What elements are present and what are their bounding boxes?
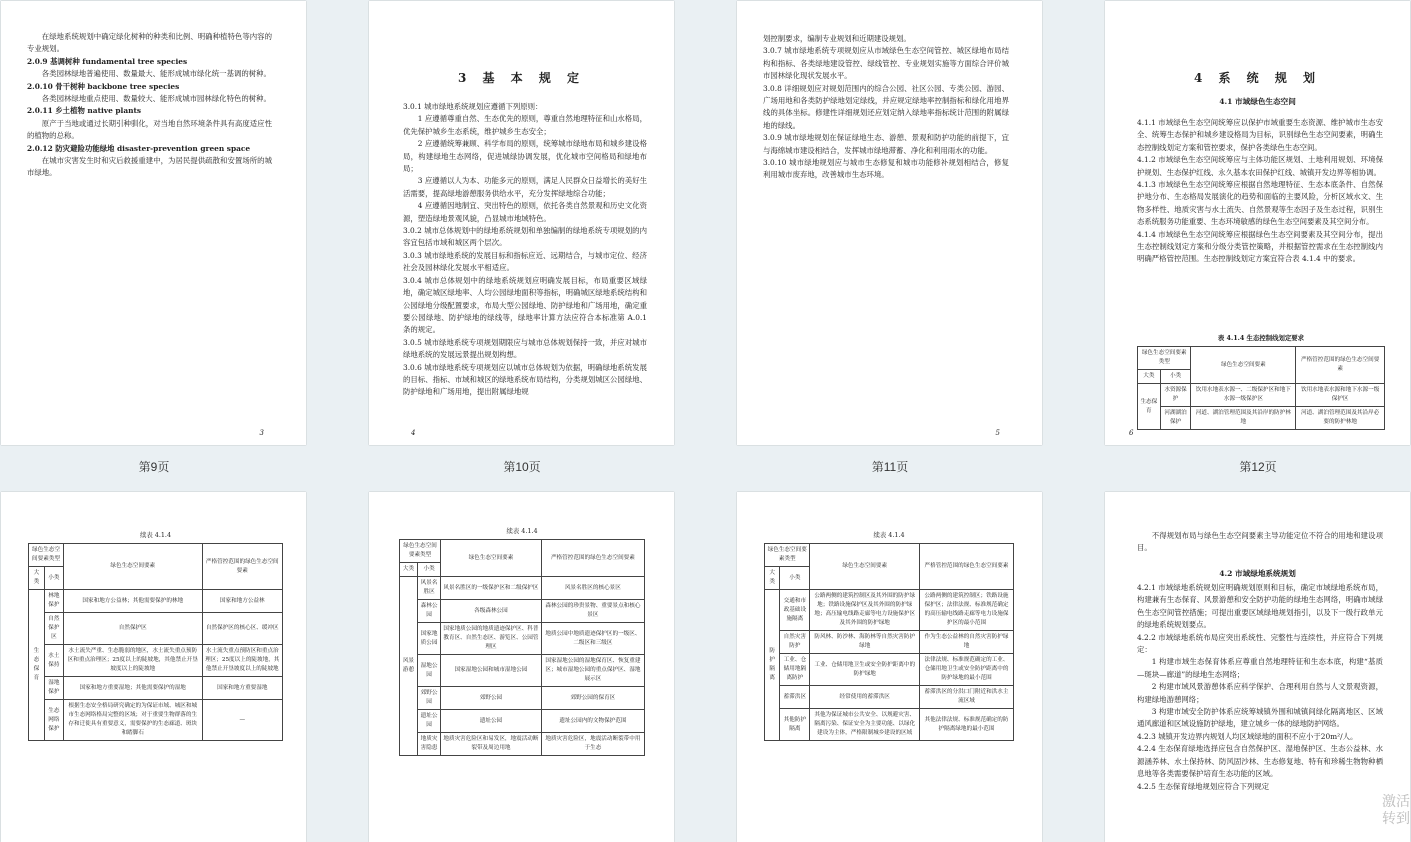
paragraph: 在城市灾害发生时和灾后救援重建中，为居民提供疏散和安置场所的城市绿地。 [27,156,272,178]
table-row [29,613,283,645]
cell: 遗址公园 [418,710,441,733]
table-row [400,687,645,710]
header-type: 绿色生态空间要素类型 [1138,347,1191,370]
cell: 地质灾害危险区，地震活动断裂带中用于生态 [541,733,644,756]
table-row [765,686,1014,709]
header-strict: 严格管控范围的绿色生态空间要素 [1296,347,1385,384]
cell: 风景名胜区 [418,577,441,600]
cell: 工业、仓储用地卫生或安全防护距离中的防护绿地 [810,654,920,686]
paragraph: 4.2.3 城镇开发边界内规划人均区域绿地的面积不应小于20m²/人。 [1137,731,1358,741]
table-row [400,600,645,623]
cell: 水资源保护 [1160,384,1191,407]
cell: 河湖湖泊保护 [1160,407,1191,430]
cell: 河道、湖泊管理范围及其沿岸的防护林地 [1191,407,1296,430]
chapter-title: 4 系 统 规 划 [1193,71,1322,85]
header-strict: 严格管控范围的绿色生态空间要素 [202,544,282,590]
header-type: 绿色生态空间要素类型 [765,544,810,567]
paragraph: 4.2.5 生态保育绿地规划应符合下列规定 [1137,781,1270,791]
paragraph: 3.0.8 详细规划应对规划范围内的综合公园、社区公园、专类公园、游园、广场用地和各类防护绿地划定绿线，并应规定绿地率控制指标和绿化用地界线的具体坐标。修建性详细规划还应划定纳入绿地率指标统计范围的附属绿地的绿线。 [763,83,1009,130]
header-strict: 严格管控范围的绿色生态空间要素 [919,544,1013,590]
page-label-9[interactable]: 第9页 [138,460,170,474]
big-category: 生态保育 [29,590,45,741]
header-big: 大类 [765,567,780,590]
activation-watermark: 激活 转到 [1382,794,1410,827]
continued-table-grid [28,543,283,741]
header-small: 小类 [418,563,441,577]
cell: 水土保持 [44,645,63,677]
cell: 经常使用的蓄滞洪区 [810,686,920,709]
cell: 自然灾害防护 [780,631,810,654]
cell: 交通和市政基础设施隔离 [780,590,810,631]
cell: 法律法规、标准规范确定的工业、仓储用地卫生或安全防护距离中的防护绿地的最小范围 [919,654,1013,686]
table-row [400,710,645,733]
header-strict: 严格管控范围的绿色生态空间要素 [541,540,644,577]
cell: 国家和地方公益林 [202,590,282,613]
cell: 林地保护 [44,590,63,613]
paragraph: 3.0.6 城市绿地系统专项规划应以城市总体规划为依据，明确绿地系统发展的目标、指标、市域和城区的绿地系统布局结构，分类规划城区公园绿地、防护绿地和广场用地，提出附属绿地规 [403,362,647,397]
chapter-title: 3 基 本 规 定 [457,71,586,85]
header-element: 绿色生态空间要素 [441,540,542,577]
paragraph: 4.1.2 市域绿色生态空间统筹应与主体功能区规划、土地利用规划、环境保护规划、生态保护红线、永久基本农田保护红线、城镇开发边界等相协调。 [1137,155,1383,177]
cell: 河道、湖泊管理范围及其沿岸必要的防护林地 [1296,407,1385,430]
table-row [29,590,283,613]
page-thumbnail-16[interactable] [1105,492,1410,842]
paragraph: 3.0.9 城市绿地规划在保证绿地生态、游憩、景观和防护功能的前提下，宜与海绵城市建设相结合，发挥城市绿地滞蓄、净化和利用雨水的功能。 [763,133,1009,155]
cell: 郊野公园 [441,687,542,710]
paragraph: 3.0.3 城市绿地系统的发展目标和指标应近、远期结合，与城市定位、经济社会及园林绿化发展水平相适应。 [403,250,647,273]
paragraph: 4.2.4 生态保育绿地选择应包含自然保护区、湿地保护区、生态公益林、水源涵养林、水土保持林、防风固沙林、生态修复地、特有和珍稀生物物种栖息地等各类需要保护培育生态功能的区域。 [1137,744,1383,779]
page-number: 6 [1129,429,1134,437]
cell: 地质灾害隐患 [418,733,441,756]
page-number: 3 [259,429,264,437]
cell: 国家湿地公园和城市湿地公园 [441,655,542,687]
table-row [1138,407,1385,430]
page-12-text [1137,117,1383,266]
paragraph: 3.0.2 城市总体规划中的绿地系统规划和单独编制的绿地系统专项规划的内容宜包括市域和城区两个层次。 [403,226,647,248]
paragraph: 2.0.12 防灾避险功能绿地 disaster-prevention green space [27,143,251,153]
cell: 自然保护区 [44,613,63,645]
cell: 饮用水地表水源和地下水源一级保护区 [1296,384,1385,407]
cell: 森林公园 [418,600,441,623]
cell: 湿地保护 [44,677,63,700]
cell: 蓄滞洪区的分洪口门附近和洪水主流区域 [919,686,1013,709]
table-row [1138,384,1385,407]
paragraph: 3 应遵循以人为本、功能多元的原则，满足人民群众日益增长的美好生活需要，提高绿地游憩服务供给水平，充分发挥绿地综合功能； [403,176,647,198]
page-thumbnail-15[interactable] [737,492,1042,842]
paragraph: 1 应遵循尊重自然、生态优先的原则，尊重自然地理特征和山水格局，优先保护城乡生态系统，维护城乡生态安全； [403,114,647,136]
cell: 公路两侧的建筑控制区；铁路设施保护区；法律法规、标准规范确定的高压输电线路走廊等电力设施保护区的最小范围 [919,590,1013,631]
cell: 根据生态安全格局研究确定的为保证市域、城区和城市生态网络格局完整的区域；对于重要生物群落的生存和迁徙具有重要意义，需要保护的生态廊道、斑块和踏脚石 [63,700,202,741]
header-big: 大类 [29,567,45,590]
paragraph: 不得规划布局与绿色生态空间要素主导功能定位不符合的用地和建设项目。 [1137,531,1383,553]
cell: 水土流失严重、生态脆弱的地区，水土流失重点预防区和重点治理区；25度以上的陡坡地，其他禁止开垦坡度以上的陡坡地 [63,645,202,677]
cell: 国家地质公园的地质遗迹保护区、科普教育区、自然生态区、游览区、公园管理区 [441,623,542,655]
cell: 地质公园中地质遗迹保护区的一级区、二级区和三级区 [541,623,644,655]
paragraph: 2 构建市域风景游憩体系应科学保护、合理利用自然与人文景观资源，构建绿地游憩网络； [1137,682,1383,704]
header-element: 绿色生态空间要素 [810,544,920,590]
page-thumbnail-11[interactable] [737,1,1042,445]
page-10-text [403,101,647,399]
continued-table-grid [399,539,645,756]
header-small: 小类 [780,567,810,590]
page-number: 5 [995,429,1000,437]
control-line-table [1137,346,1385,430]
table-caption: 表 4.1.4 生态控制线划定要求 [1217,334,1305,342]
page-thumbnail-9[interactable] [1,1,306,445]
cell: 生态网络保护 [44,700,63,741]
header-big: 大类 [400,563,418,577]
continued-table-grid [764,543,1014,741]
cell: 郊野公园 [418,687,441,710]
cell: 蓄滞洪区 [780,686,810,709]
table-caption: 续表 4.1.4 [873,531,905,539]
table-row [400,577,645,600]
paragraph: 2.0.11 乡土植物 native plants [27,106,142,116]
header-big: 大类 [1138,370,1161,384]
big-category: 防护隔离 [765,590,780,741]
table-row [400,655,645,687]
paragraph: 4.1.1 市域绿色生态空间统筹应以保护市域重要生态资源、维护城市生态安全、统筹生态保护和城乡建设格局为目标，识别绿色生态空间要素，明确生态控制线划定方案和管控要求，保护各类绿色生态空间。 [1137,118,1383,152]
table-row [400,733,645,756]
paragraph: 各类园林绿地重点使用、数量较大、能形成城市园林绿化特色的树种。 [41,94,271,104]
cell: 饮用水地表水源一、二级保护区和地下水源一级保护区 [1191,384,1296,407]
big-category: 生态保育 [1138,384,1161,430]
header-type: 绿色生态空间要素类型 [400,540,441,563]
table-caption: 续表 4.1.4 [506,527,538,535]
section-title: 4.1 市域绿色生态空间 [1219,97,1296,106]
paragraph: 4 应遵循因地制宜、突出特色的原则，依托各类自然景观和历史文化资源，塑造绿地景观风貌，凸显城市地域特色。 [403,201,647,223]
paragraph: 3.0.7 城市绿地系统专项规划应从市域绿色生态空间管控、城区绿地布局结构和指标、各类绿地建设管控、绿线管控、专业规划实施等方面综合评价城市园林绿化现状发展水平。 [763,46,1009,81]
continued-table [28,526,283,741]
section-title: 4.2 市域绿地系统规划 [1219,569,1296,578]
big-category: 风景游憩 [400,577,418,756]
table-row [765,654,1014,686]
table-caption: 续表 4.1.4 [139,531,172,539]
page-thumbnail-13[interactable] [1,492,306,842]
cell: 国家和地方重要湿地；其他需要保护的湿地 [63,677,202,700]
paragraph: 4.2.1 市域绿地系统规划应明确规划原则和目标，确定市域绿地系统布局，构建兼有生态保育、风景游憩和安全防护功能的绿地生态网络，明确市域绿色生态空间管控措施；可提出重要区域绿地规划指引，以及下一级行政单元的绿地系统规划要点。 [1137,583,1383,630]
table-row [400,623,645,655]
paragraph: 在绿地系统规划中确定绿化树种的种类和比例、明确种植特色等内容的专业规划。 [27,32,272,54]
table-row [29,677,283,700]
header-small: 小类 [44,567,63,590]
cell: 各级森林公园 [441,600,542,623]
paragraph: 2 应遵循统筹兼顾、科学布局的原则，统筹城市绿地布局和城乡建设格局，构建绿地生态网络，促进城绿协调发展，优化城市空间格局和绿地布局； [403,139,647,174]
cell: 水土流失重点预防区和重点治理区；25度以上的陡坡地，其他禁止开垦坡度以上的陡坡地 [202,645,282,677]
page-9-text [27,31,272,180]
cell: 自然保护区 [63,613,202,645]
cell: 其他为保证城市公共安全、以规避灾害、隔离污染、保证安全为主要功能、以绿化建设为主体，严格限制城乡建设的区域 [810,709,920,741]
cell: 工业、仓储用地隔离防护 [780,654,810,686]
cell: 遗址公园 [441,710,542,733]
paragraph: 各类园林绿地普遍使用、数量最大、能形成城市绿化统一基调的树种。 [41,69,271,79]
paragraph: 3.0.10 城市绿地规划应与城市生态修复和城市功能修补规划相结合，修复利用城市废弃地，改善城市生态环境。 [763,158,1009,180]
cell: 国家地质公园 [418,623,441,655]
cell: 国家和地方重要湿地 [202,677,282,700]
paragraph: 4.1.4 市域绿色生态空间统筹应根据绿色生态空间要素及其空间分布，提出生态控制线划定方案和分级分类管控策略，并根据管控需求在生态控制线内明确严格管控范围。生态控制线划定方案宜符合表 4.1.4 中的要求。 [1137,229,1383,264]
cell: 国家和地方公益林；其他需要保护的林地 [63,590,202,613]
cell: 作为生态公益林的自然灾害防护绿地 [919,631,1013,654]
cell: 防风林、防沙林、海防林等自然灾害防护绿地 [810,631,920,654]
paragraph: 4.2.2 市域绿地系统布局应突出系统性、完整性与连续性，并应符合下列规定： [1137,632,1383,655]
paragraph: 划控制要求，编制专业规划和近期建设规划。 [763,34,911,43]
cell: 湿地公园 [418,655,441,687]
page-label-12[interactable]: 第12页 [1239,460,1277,474]
cell: 风景名胜区的一级保护区和二级保护区 [441,577,542,600]
paragraph: 3 构建市域安全防护体系应统筹城镇外围和城镇间绿化隔离地区、区域通风廊道和区域设施防护绿地，建立城乡一体的绿地防护网络。 [1137,707,1383,729]
continued-table [764,526,1014,741]
table-row [29,645,283,677]
header-small: 小类 [1160,370,1191,384]
paragraph: 2.0.9 基调树种 fundamental tree species [27,56,188,66]
page-label-10[interactable]: 第10页 [503,460,541,474]
paragraph: 原产于当地或通过长期引种驯化，对当地自然环境条件具有高度适应性的植物的总称。 [27,118,272,141]
cell: 自然保护区的核心区、缓冲区 [202,613,282,645]
header-element: 绿色生态空间要素 [1191,347,1296,384]
table-row [765,709,1014,741]
continued-table [399,522,645,756]
header-element: 绿色生态空间要素 [63,544,202,590]
page-thumbnail-10[interactable] [369,1,674,445]
cell: 国家湿地公园的湿地保育区、恢复重建区；城市湿地公园的重点保护区、湿地展示区 [541,655,644,687]
table-row [765,631,1014,654]
paragraph: 2.0.10 骨干树种 backbone tree species [27,81,180,91]
page-11-text [763,33,1009,182]
page-thumbnail-14[interactable] [369,492,674,842]
cell: 遗址公园内的文物保护范围 [541,710,644,733]
page-16-text [1137,582,1383,793]
page-thumbnail-12[interactable] [1105,1,1410,445]
page-16-text-top [1137,530,1383,555]
paragraph: 1 构建市域生态保育体系应尊重自然地理特征和生态本底，构建“基质—斑块—廊道”的绿地生态网络； [1137,657,1383,679]
paragraph: 3.0.4 城市总体规划中的绿地系统规划应明确发展目标，布局重要区域绿地，确定城区绿地率、人均公园绿地面积等指标，明确城区绿地系统结构和公园绿地分级配置要求，布局大型公园绿地、防护绿地和广场用地，确定重要公园绿地、防护绿地的绿线等，绿地率计算方法应符合本标准第 A.0.1 条的规定。 [403,275,647,335]
cell: 森林公园的珍贵景物、重要景点和核心景区 [541,600,644,623]
table-4-1-4 [1137,327,1385,430]
cell: 其他防护隔离 [780,709,810,741]
cell: 地质灾害危险区和易发区，地震活动断裂带及周边用地 [441,733,542,756]
paragraph: 3.0.1 城市绿地系统规划应遵循下列原则： [403,102,543,111]
cell: 公路两侧的建筑控制区及其外围的防护绿地；铁路设施保护区及其外围的防护绿地；高压输电线路走廊等电力设施保护区及其外围的防护绿地 [810,590,920,631]
paragraph: 3.0.5 城市绿地系统专项规划期限应与城市总体规划保持一致，并应对城市绿地系统的发展远景提出规划构想。 [403,337,647,360]
page-number: 4 [411,429,416,437]
table-row [29,700,283,741]
cell: — [202,700,282,741]
paragraph: 4.1.3 市域绿色生态空间统筹应根据自然地理特征、生态本底条件、自然保护地分布、生态格局发展演化的趋势和面临的主要风险，分析区域水文、生物多样性、地质灾害与水土流失、自然景观等生态因子及生态过程，识别生态系统服务功能重要、生态环境敏感的绿色生态空间要素及其空间分布。 [1137,180,1383,227]
cell: 风景名胜区的核心景区 [541,577,644,600]
cell: 其他法律法规、标准规范确定的防护隔离绿地的最小范围 [919,709,1013,741]
table-row [765,590,1014,631]
header-type: 绿色生态空间要素类型 [29,544,64,567]
page-label-11[interactable]: 第11页 [871,460,909,474]
cell: 郊野公园的保育区 [541,687,644,710]
